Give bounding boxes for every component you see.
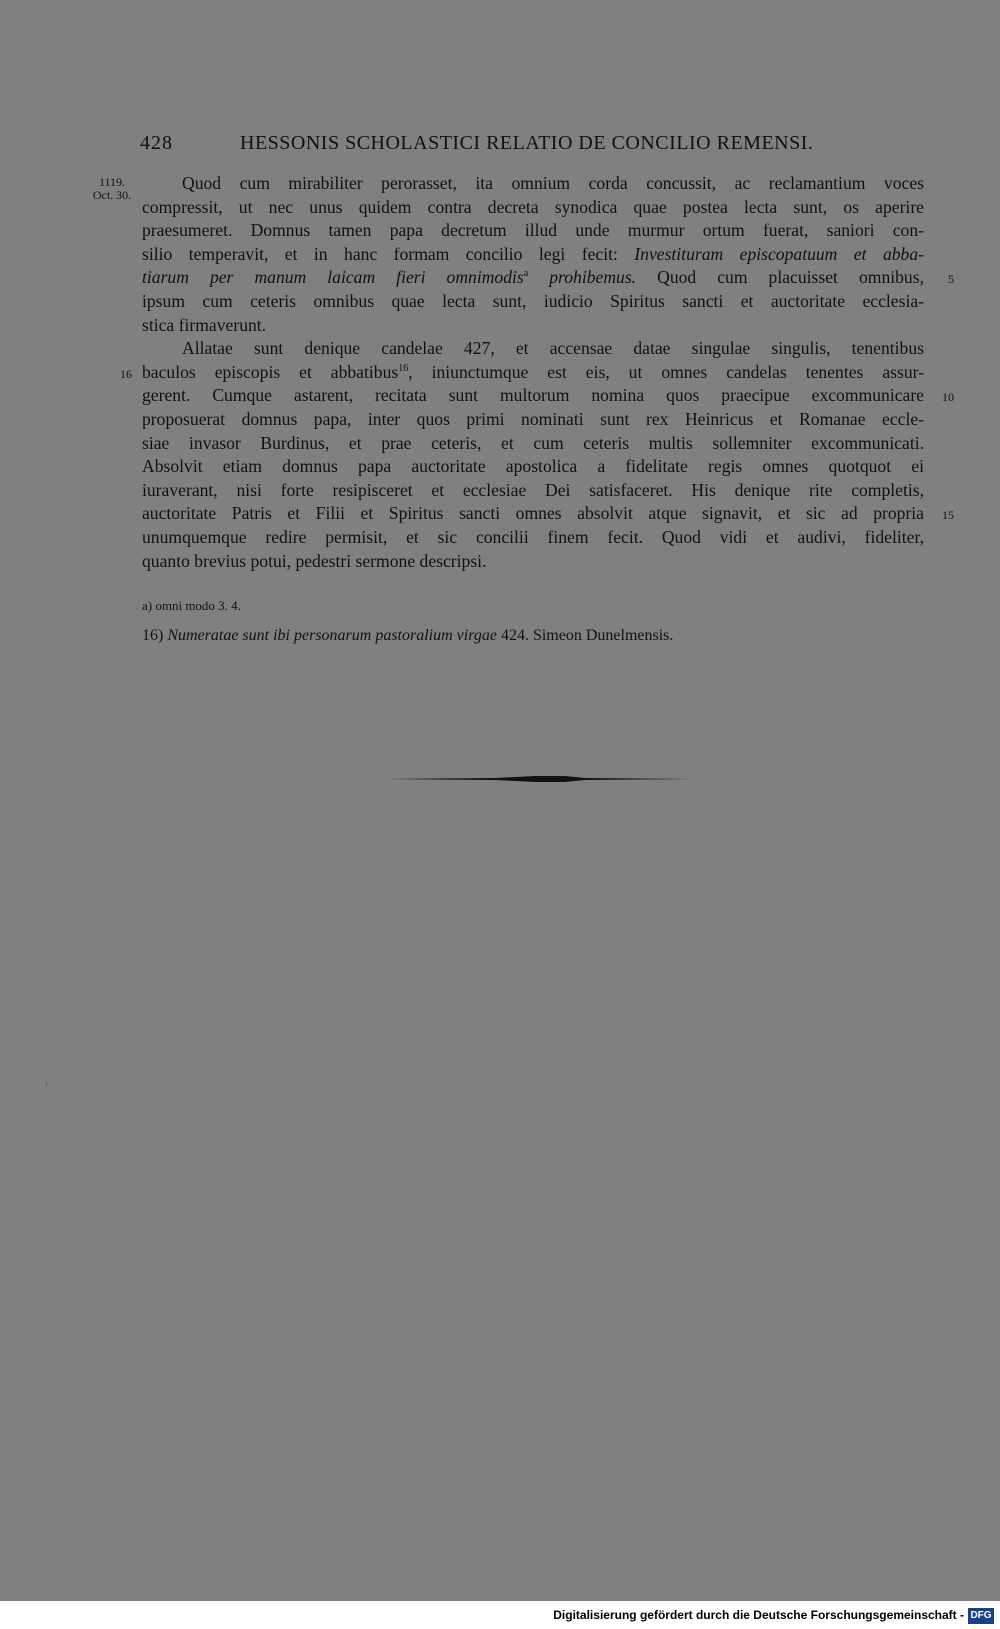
footnote-marker: 16 — [398, 362, 409, 374]
text-line — [142, 550, 924, 574]
text-line — [142, 266, 954, 290]
text-run: unumquemque redire permisit, et sic concilii finem fecit. Quod vidi et audivi, fideliter, — [142, 526, 924, 547]
text-line — [142, 526, 924, 550]
text-line-content — [142, 526, 924, 550]
text-run: , iniunctumque est eis, ut omnes candelas tenentes assur- — [408, 361, 924, 382]
text-line-content — [142, 550, 924, 574]
text-line — [142, 172, 924, 196]
line-number: 5 — [948, 272, 954, 287]
text-line — [120, 361, 924, 385]
text-run: ipsum cum ceteris omnibus quae lecta sunt, iudicio Spiritus sancti et auctoritate ecclesia- — [142, 290, 924, 311]
footer-bar — [0, 1601, 1000, 1629]
margin-day: Oct. 30. — [92, 188, 132, 202]
text-run: silio temperavit, et in hanc formam concilio legi fecit: — [142, 243, 618, 264]
text-run: stica firmaverunt. — [142, 314, 267, 335]
text-line — [142, 243, 924, 267]
text-line-content — [142, 455, 924, 479]
text-line — [142, 455, 924, 479]
footer-text: Digitalisierung gefördert durch die Deutsche Forschungsgemeinschaft - — [553, 1608, 964, 1622]
line-number: 15 — [942, 508, 954, 523]
text-line-content — [142, 219, 924, 243]
text-line-content — [142, 243, 924, 267]
text-line-content — [142, 314, 924, 338]
text-run: gerent. Cumque astarent, recitata sunt multorum nomina quos praecipue excommunicare — [142, 385, 924, 406]
margin-year: 1119. — [98, 175, 126, 189]
footnote-16-italic: Numeratae sunt ibi personarum pastoralium virgae — [167, 627, 497, 644]
page-number: 428 — [140, 132, 173, 154]
page-header — [140, 132, 920, 158]
text-line-content — [142, 432, 924, 456]
text-run: baculos episcopis et abbatibus — [142, 361, 399, 382]
text-line — [142, 384, 954, 408]
text-run: auctoritate Patris et Filii et Spiritus sancti omnes absolvit atque signavit, et sic ad propria — [142, 503, 924, 524]
margin-date — [86, 176, 138, 202]
text-line — [142, 432, 924, 456]
text-run: siae invasor Burdinus, et prae ceteris, et cum ceteris multis sollemniter excommunicati. — [142, 432, 924, 453]
text-run: Absolvit etiam domnus papa auctoritate apostolica a fidelitate regis omnes quotquot ei — [142, 456, 924, 477]
text-run: Quod cum placuisset omnibus, — [636, 267, 924, 288]
footnote-margin-number: 16 — [120, 366, 132, 381]
footnote-a: a) omni modo 3. 4. — [142, 598, 241, 613]
text-line — [142, 219, 924, 243]
text-line-content — [182, 337, 924, 361]
text-line-content — [182, 172, 924, 196]
footnote-16 — [142, 627, 673, 645]
text-line — [142, 290, 924, 314]
text-line — [142, 408, 924, 432]
text-line — [142, 314, 924, 338]
text-line-content — [142, 502, 924, 526]
running-title: HESSONIS SCHOLASTICI RELATIO DE CONCILIO REMENSI. — [240, 132, 814, 154]
scan-mark — [46, 1082, 47, 1085]
text-run: Quod cum mirabiliter perorasset, ita omnium corda concussit, ac reclamantium voces — [182, 173, 924, 193]
footnote-16-label: 16) — [142, 627, 164, 644]
dfg-logo: DFG — [968, 1608, 994, 1624]
text-run: Allatae sunt denique candelae 427, et accensae datae singulae singulis, tenentibus — [182, 338, 924, 359]
text-line-content — [142, 384, 924, 408]
line-number: 10 — [942, 390, 954, 405]
text-line-content — [142, 266, 924, 290]
text-run: compressit, ut nec unus quidem contra decreta synodica quae postea lecta sunt, os aperire — [142, 196, 924, 217]
text-line — [142, 337, 924, 361]
footnote-16-rest: 424. Simeon Dunelmensis. — [496, 627, 674, 644]
italic-text: tiarum per manum laicam fieri omnimodis — [142, 267, 524, 288]
text-line-content — [142, 408, 924, 432]
text-line — [142, 196, 924, 220]
text-run: iuraverant, nisi forte resipisceret et ecclesiae Dei satisfaceret. His denique rite completis, — [142, 479, 924, 500]
text-line — [142, 502, 954, 526]
text-run: praesumeret. Domnus tamen papa decretum illud unde murmur ortum fuerat, saniori con- — [142, 220, 924, 241]
text-line — [142, 479, 924, 503]
end-rule — [385, 776, 695, 782]
text-run: proposuerat domnus papa, inter quos primi nominati sunt rex Heinricus et Romanae eccle- — [142, 408, 924, 429]
italic-text: prohibemus. — [528, 267, 637, 288]
text-line-content — [142, 290, 924, 314]
text-line-content — [142, 479, 924, 503]
text-line-content — [142, 196, 924, 220]
footnote-marker: a — [523, 268, 529, 280]
text-run: quanto brevius potui, pedestri sermone descripsi. — [142, 550, 487, 571]
italic-text: Investituram episcopatuum et abba- — [634, 243, 924, 264]
text-line-content — [142, 361, 924, 385]
main-text — [120, 172, 954, 573]
